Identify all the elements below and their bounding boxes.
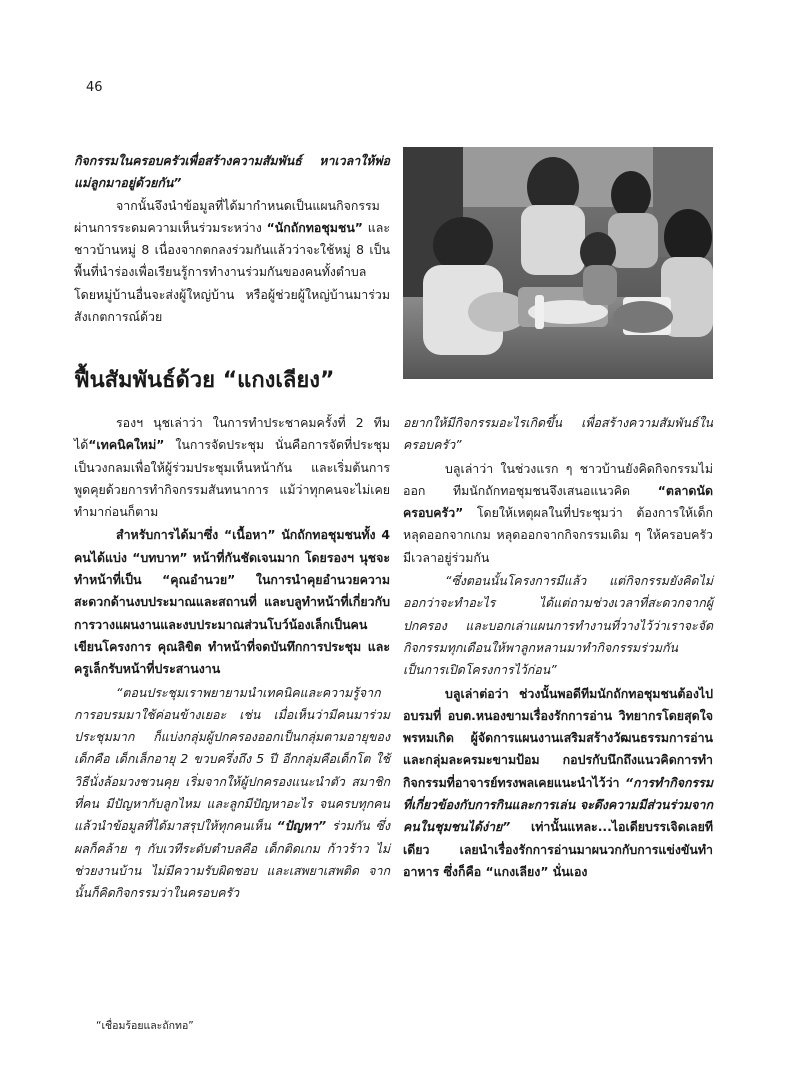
left-p3-text-a: “ตอนประชุมเราพยายามนำเทคนิคและความรู้จากการอบรมมาใช้ค่อนข้างเยอะ เช่น เมื่อเห็นว่ามีคนมาร่วมประชุมมาก ก็แบ่งกลุ่มผู้ปกครองออกเป็นกลุ่มตามอายุของเด็กคือ เด็กเล็กอายุ 2 ขวบครึ่งถึง 5 ปี อีกกลุ่มคือเด็กโต ใช้วิธีนั่งล้อมวงชวนคุย เริ่มจากให้ผู้ปกครองแนะนำตัว สมาชิกที่คน มีปัญหากับลูกไหม และลูกมีปัญหาอะไร จนครบทุกคน แล้วนำข้อมูลที่ได้มาสรุปให้ทุกคนเห็น (74, 684, 390, 834)
intro-term-community-weaver: “นักถักทอชุมชน” (266, 219, 363, 235)
right-column (403, 412, 713, 883)
right-p4-text-a: บลูเล่าต่อว่า ช่วงนั้นพอดีทีมนักถักทอชุมชนต้องไปอบรมที่ อบต.หนองขามเรื่องรักการอ่าน วิทยากรโดยสุดใจ พรหมเกิด ผู้จัดการแผนงานเสริมสร้างวัฒนธรรมการอ่าน และกลุ่มละครมะขามป้อม กอปรกับนึกถึงแนวคิดการทำกิจกรรมที่อาจารย์ทรงพลเคยแนะนำไว้ว่า (403, 685, 713, 790)
left-paragraph-2: สำหรับการได้มาซึ่ง “เนื้อหา” นักถักทอชุมชนทั้ง 4 คนได้แบ่ง “บทบาท” หน้าที่กันชัดเจนมาก โดยรองฯ นุชจะทำหน้าที่เป็น “คุณอำนวย” ในการนำคุยอำนวยความสะดวกด้านงบประมาณและสถานที่ และบลูทำหน้าที่เกี่ยวกับการวางแผนงานและงบประมาณส่วนโบว์น้องเล็กเป็นคนเขียนโครงการ คุณลิขิต ทำหน้าที่จดบันทึกการประชุม และครูเล็กรับหน้าที่ประสานงาน (74, 527, 390, 677)
left-paragraph-3-quote (74, 682, 390, 905)
right-p2-text-b: โดยให้เหตุผลในที่ประชุมว่า ต้องการให้เด็กหลุดออกจากเกม หลุดออกจากกิจกรรมเดิม ๆ ให้ครอบครัวมีเวลาอยู่ร่วมกัน (403, 505, 713, 565)
right-p2-term: “ตลาดนัดครอบครัว” (403, 482, 713, 521)
left-p1-text-a: รองฯ นุชเล่าว่า ในการทำประชาคมครั้งที่ 2 ทีมได้ (74, 415, 390, 453)
right-paragraph-1-quote-end: อยากให้มีกิจกรรมอะไรเกิดขึ้น เพื่อสร้างความสัมพันธ์ในครอบครัว” (403, 415, 713, 453)
running-footer: “เชื่อมร้อยและถักทอ” (96, 1020, 194, 1032)
left-p1-text-b: ในการจัดประชุม นั่นคือการจัดที่ประชุมเป็นวงกลมเพื่อให้ผู้ร่วมประชุมเห็นหน้ากัน และเริ่มต้นการพูดคุยด้วยการทำกิจกรรมสันทนาการ แม้ว่าทุกคนจะไม่เคยทำมาก่อนก็ตาม (74, 437, 390, 520)
left-p1-term: “เทคนิคใหม่” (88, 437, 165, 453)
intro-text-b: และชาวบ้านหมู่ 8 เนื่องจากตกลงร่วมกันแล้วว่าจะใช้หมู่ 8 เป็นพื้นที่นำร่องเพื่อเรียนรู้การทำงานร่วมกันของคนทั้งตำบล โดยหมู่บ้านอื่นจะส่งผู้ใหญ่บ้าน หรือผู้ช่วยผู้ใหญ่บ้านมาร่วมสังเกตการณ์ด้วย (74, 219, 390, 325)
right-paragraph-3-quote: “ซึ่งตอนนั้นโครงการมีแล้ว แต่กิจกรรมยังคิดไม่ออกว่าจะทำอะไร ได้แต่ถามช่วงเวลาที่สะดวกจากผู้ปกครอง และบอกเล่าแผนการทำงานที่วางไว้ว่าเราจะจัดกิจกรรมทุกเดือนให้พาลูกหลานมาทำกิจกรรมร่วมกัน เป็นการเปิดโครงการไว้ก่อน” (403, 573, 713, 678)
right-p4-text-b: เท่านั้นแหละ...ไอเดียบรรเจิดเลยทีเดียว เลยนำเรื่องรักการอ่านมาผนวกกับการแข่งขันทำอาหาร ซึ่งก็คือ “แกงเลียง” นั่นเอง (403, 819, 713, 879)
intro-block (74, 150, 390, 328)
left-p3-term: “ปัญหา” (276, 818, 327, 834)
right-p2-text-a: บลูเล่าว่า ในช่วงแรก ๆ ชาวบ้านยังคิดกิจกรรมไม่ออก ทีมนักถักทอชุมชนจึงเสนอแนวคิด (403, 460, 713, 498)
section-heading: ฟื้นสัมพันธ์ด้วย “แกงเลียง” (74, 368, 335, 393)
right-p4-quote: “การทำกิจกรรมที่เกี่ยวข้องกับการกินและการเล่น จะดึงความมีส่วนร่วมจากคนในชุมชนได้ง่าย” (403, 774, 713, 835)
intro-paragraph (74, 195, 390, 329)
page-number: 46 (86, 80, 103, 95)
left-column (74, 412, 390, 905)
activity-photo (403, 147, 713, 379)
intro-text-a: จากนั้นจึงนำข้อมูลที่ได้มากำหนดเป็นแผนกิจกรรม ผ่านการระดมความเห็นร่วมระหว่าง (74, 197, 380, 235)
intro-lead: กิจกรรมในครอบครัวเพื่อสร้างความสัมพันธ์ หาเวลาให้พ่อแม่ลูกมาอยู่ด้วยกัน” (74, 153, 390, 191)
right-paragraph-2 (403, 458, 713, 569)
right-paragraph-4 (403, 683, 713, 884)
left-p3-text-b: ร่วมกัน ซึ่งผลก็คล้าย ๆ กับเวทีระดับตำบลคือ เด็กติดเกม ก้าวร้าว ไม่ช่วยงานบ้าน ไม่มีความรับผิดชอบ และเสพยาเสพติด จากนั้นก็คิดกิจกรรมว่าในครอบครัว (74, 818, 391, 901)
children-cooking-photo (403, 147, 713, 379)
left-paragraph-1 (74, 412, 390, 523)
